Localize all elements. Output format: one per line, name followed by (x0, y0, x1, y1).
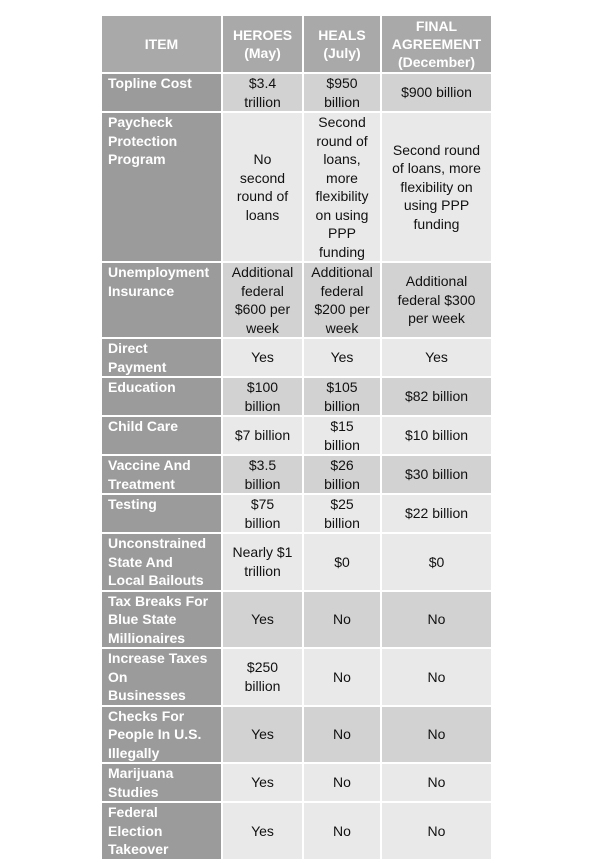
heroes-value: $75 billion (222, 494, 303, 533)
final-agreement-value: $0 (381, 533, 492, 591)
header-item: ITEM (101, 15, 222, 73)
row-label: Checks For People In U.S. Illegally (101, 706, 222, 764)
heroes-value: $7 billion (222, 416, 303, 455)
heroes-value: Yes (222, 591, 303, 649)
heals-value: No (303, 802, 381, 860)
final-agreement-value: No (381, 802, 492, 860)
heroes-value: $250 billion (222, 648, 303, 706)
heals-value: $15 billion (303, 416, 381, 455)
final-agreement-value: $900 billion (381, 73, 492, 112)
table-row-increase-taxes-businesses (101, 648, 492, 706)
row-label: Education (101, 377, 222, 416)
heroes-value: Nearly $1 trillion (222, 533, 303, 591)
heals-value: $950 billion (303, 73, 381, 112)
final-agreement-value: No (381, 591, 492, 649)
header-final-agreement: FINAL AGREEMENT (December) (381, 15, 492, 73)
row-label: Unemployment Insurance (101, 262, 222, 338)
header-heals: HEALS (July) (303, 15, 381, 73)
final-agreement-value: Yes (381, 338, 492, 377)
heals-value: No (303, 591, 381, 649)
heroes-value: Yes (222, 706, 303, 764)
row-label: Direct Payment (101, 338, 222, 377)
heroes-value: $100 billion (222, 377, 303, 416)
final-agreement-value: $22 billion (381, 494, 492, 533)
row-label: Testing (101, 494, 222, 533)
header-row (101, 15, 492, 73)
row-label: Tax Breaks For Blue State Millionaires (101, 591, 222, 649)
heals-value: $25 billion (303, 494, 381, 533)
heals-value: Yes (303, 338, 381, 377)
table-row-federal-election-takeover (101, 802, 492, 860)
final-agreement-value: $10 billion (381, 416, 492, 455)
row-label: Increase Taxes On Businesses (101, 648, 222, 706)
table-row-checks-illegal (101, 706, 492, 764)
heals-value: $26 billion (303, 455, 381, 494)
table-row-education (101, 377, 492, 416)
row-label: Vaccine And Treatment (101, 455, 222, 494)
table-row-vaccine-and-treatment (101, 455, 492, 494)
table-row-testing (101, 494, 492, 533)
heals-value: No (303, 706, 381, 764)
row-label: Topline Cost (101, 73, 222, 112)
row-label: Child Care (101, 416, 222, 455)
table-row-unemployment-insurance (101, 262, 492, 338)
table-row-paycheck-protection-program (101, 112, 492, 262)
row-label: Paycheck Protection Program (101, 112, 222, 262)
heals-value: Additional federal $200 per week (303, 262, 381, 338)
final-agreement-value: No (381, 648, 492, 706)
heals-value: Second round of loans, more flexibility on using PPP funding (303, 112, 381, 262)
table-row-tax-breaks-blue-state (101, 591, 492, 649)
table-body (101, 73, 492, 860)
table-row-marijuana-studies (101, 763, 492, 802)
heroes-value: $3.4 trillion (222, 73, 303, 112)
table-row-topline-cost (101, 73, 492, 112)
table-row-state-local-bailouts (101, 533, 492, 591)
table-row-direct-payment (101, 338, 492, 377)
heals-value: No (303, 763, 381, 802)
comparison-table-container (100, 14, 491, 861)
row-label: Federal Election Takeover (101, 802, 222, 860)
final-agreement-value: No (381, 706, 492, 764)
heroes-value: No second round of loans (222, 112, 303, 262)
heroes-value: Additional federal $600 per week (222, 262, 303, 338)
final-agreement-value: Second round of loans, more flexibility on using PPP funding (381, 112, 492, 262)
heals-value: $105 billion (303, 377, 381, 416)
final-agreement-value: $82 billion (381, 377, 492, 416)
row-label: Marijuana Studies (101, 763, 222, 802)
table-row-child-care (101, 416, 492, 455)
header-heroes: HEROES (May) (222, 15, 303, 73)
final-agreement-value: No (381, 763, 492, 802)
final-agreement-value: $30 billion (381, 455, 492, 494)
heroes-value: $3.5 billion (222, 455, 303, 494)
heroes-value: Yes (222, 338, 303, 377)
final-agreement-value: Additional federal $300 per week (381, 262, 492, 338)
heals-value: No (303, 648, 381, 706)
heals-value: $0 (303, 533, 381, 591)
heroes-value: Yes (222, 763, 303, 802)
heroes-value: Yes (222, 802, 303, 860)
stimulus-comparison-table (100, 14, 493, 861)
row-label: Unconstrained State And Local Bailouts (101, 533, 222, 591)
